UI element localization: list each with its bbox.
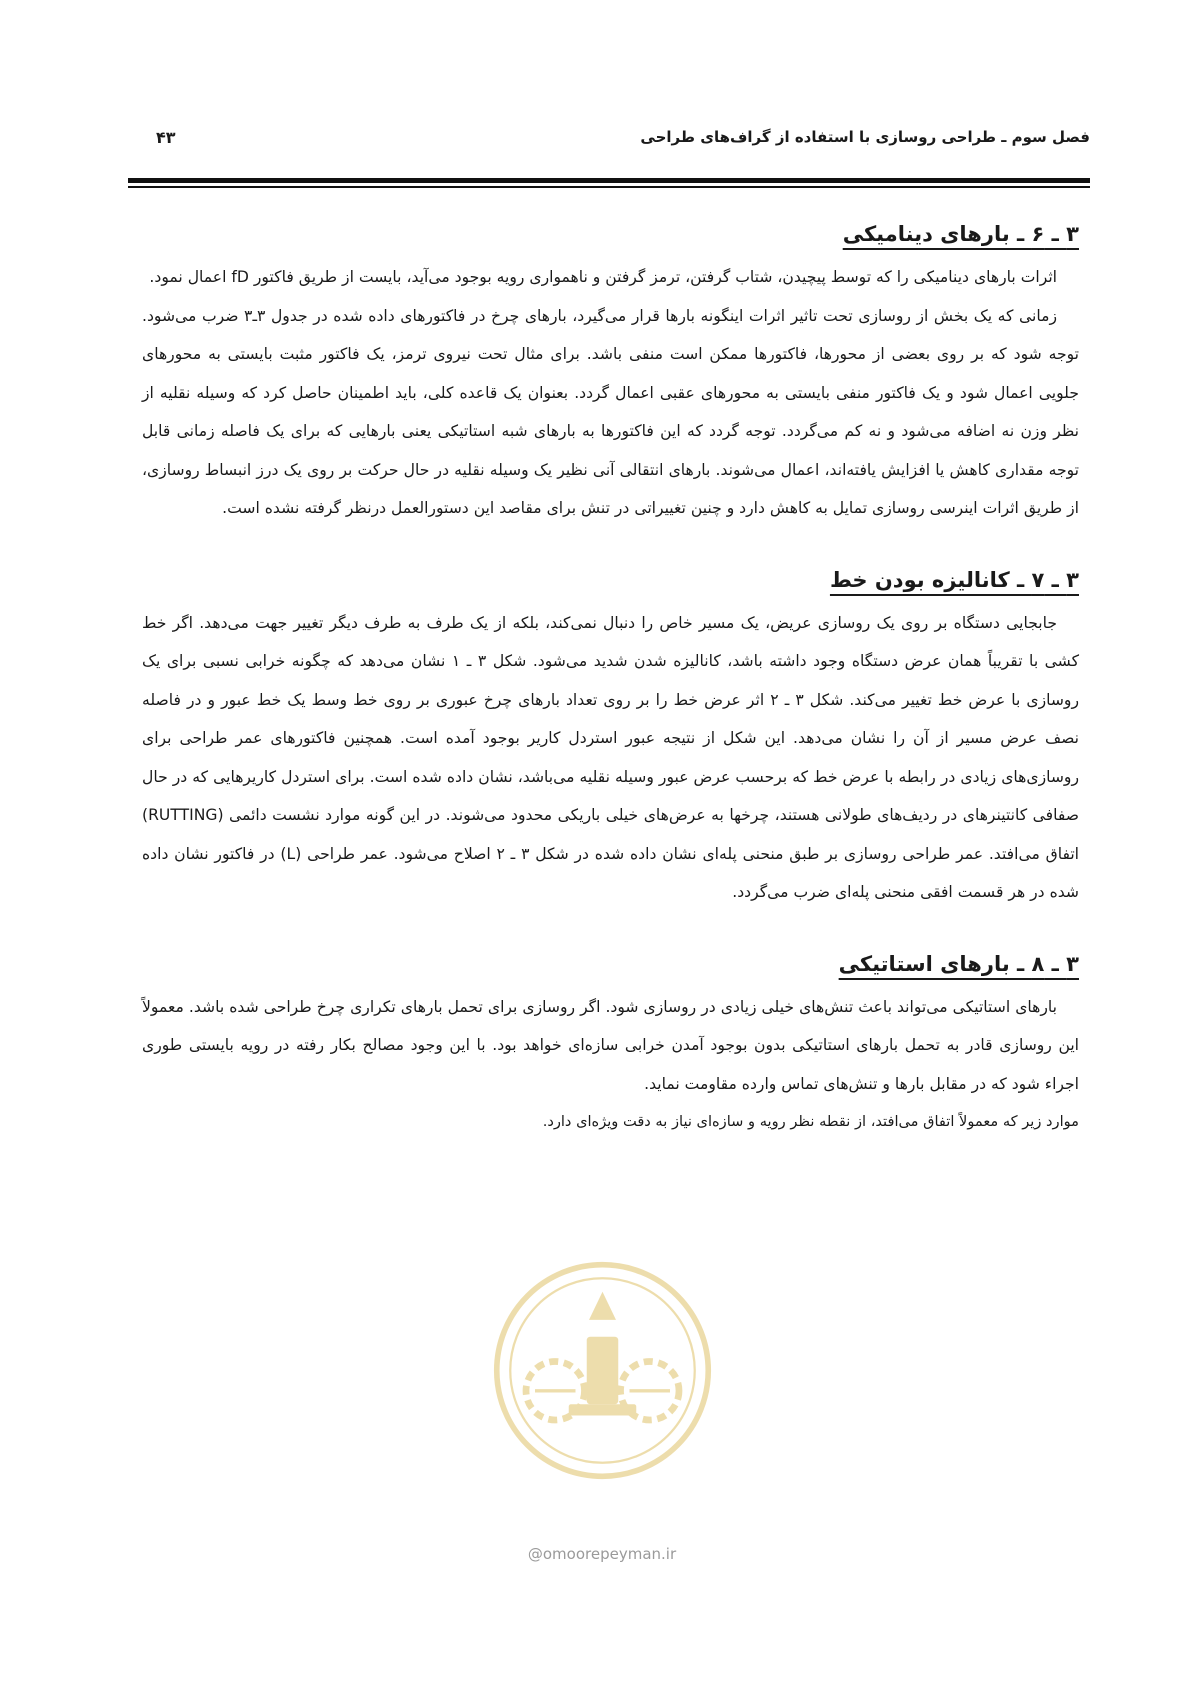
site-url-text: omoorepeyman.ir bbox=[542, 1545, 677, 1563]
section-heading: ۳ ـ ۸ ـ بارهای استاتیکی bbox=[838, 951, 1079, 976]
watermark-seal-icon bbox=[490, 1258, 715, 1483]
at-icon: @ bbox=[527, 1545, 543, 1563]
section-static-loads bbox=[142, 952, 1079, 1142]
section-heading: ۳ ـ ۷ ـ کانالیزه بودن خط bbox=[829, 567, 1079, 592]
section-lane-channelization bbox=[142, 568, 1079, 912]
header-rule-thin bbox=[128, 186, 1090, 188]
running-title: فصل سوم ـ طراحی روسازی با استفاده از گراف‌های طراحی bbox=[640, 128, 1090, 146]
header-rule-thick bbox=[128, 178, 1090, 183]
page-body bbox=[142, 208, 1079, 1141]
watermark-site-url bbox=[492, 1545, 712, 1563]
page-number: ۴۳ bbox=[156, 128, 176, 147]
paragraph: بارهای استاتیکی می‌تواند باعث تنش‌های خیلی زیادی در روسازی شود. اگر روسازی برای تحمل بارهای تکراری چرخ طراحی شده باشد. معمولاً این روسازی قادر به تحمل بارهای استاتیکی بدون بوجود آمدن خرابی سازه‌ای خواهد بود. با این وجود مصالح بکار رفته در رویه بایستی طوری اجراء شود که در مقابل بارها و تنش‌های تماس وارده مقاومت نماید. bbox=[142, 997, 1079, 1093]
paragraph: اثرات بارهای دینامیکی را که توسط پیچیدن، شتاب گرفتن، ترمز گرفتن و ناهمواری رویه بوجود می‌آید، بایست از طریق فاکتور fD اعمال نمود. bbox=[149, 268, 1057, 286]
paragraph: زمانی که یک بخش از روسازی تحت تاثیر اثرات اینگونه بارها قرار می‌گیرد، بارهای چرخ در فاکتورهای داده شده در جدول ۳ـ۳ ضرب می‌شود. توجه شود که بر روی بعضی از محورها، فاکتورها ممکن است منفی باشد. برای مثال تحت نیروی ترمز، یک فاکتور مثبت بایستی به محورهای جلویی اعمال شود و یک فاکتور منفی بایستی به محورهای عقبی اعمال گردد. بعنوان یک قاعده کلی، باید اطمینان حاصل کرد که وسیله نقلیه از نظر وزن نه اضافه می‌شود و نه کم می‌گردد. توجه گردد که این فاکتورها به بارهای شبه استاتیکی یعنی بارهایی که برای یک فاصله زمانی قابل توجه مقداری کاهش یا افزایش یافته‌اند، اعمال می‌شوند. بارهای انتقالی آنی نظیر یک وسیله نقلیه در حال حرکت بر روی یک درز انبساط روسازی، از طریق اثرات اینرسی روسازی تمایل به کاهش دارد و چنین تغییراتی در تنش برای مقاصد این دستورالعمل درنظر گرفته نشده است. bbox=[142, 306, 1079, 517]
paragraph: موارد زیر که معمولاً اتفاق می‌افتد، از نقطه نظر رویه و سازه‌ای نیاز به دقت ویژه‌ای دارد. bbox=[542, 1113, 1079, 1130]
page-header bbox=[128, 128, 1090, 158]
section-heading: ۳ ـ ۶ ـ بارهای دینامیکی bbox=[842, 222, 1079, 246]
section-dynamic-loads bbox=[142, 222, 1079, 528]
paragraph: جابجایی دستگاه بر روی یک روسازی عریض، یک مسیر خاص را دنبال نمی‌کند، بلکه از یک طرف به طرف دیگر تغییر جهت می‌دهد. اگر خط کشی با تقریباً همان عرض دستگاه وجود داشته باشد، کانالیزه شدن شدید می‌شود. شکل ۳ ـ ۱ نشان می‌دهد که چگونه خرابی نسبی برای یک روسازی با عرض خط تغییر می‌کند. شکل ۳ ـ ۲ اثر عرض خط را بر روی تعداد بارهای چرخ عبوری بر روی خط وسط یک خط عبور و در فاصله نصف عرض مسیر از آن را نشان می‌دهد. این شکل از نتیجه عبور استردل کاریر بوجود آمده است. همچنین فاکتورهای عمر طراحی برای روسازی‌های زیادی در رابطه با عرض خط که برحسب عرض عبور وسیله نقلیه می‌باشد، نشان داده شده است. برای استردل کاریرهایی که در حال صفافی کانتینرهای در ردیف‌های طولانی هستند، چرخها به عرض‌های خیلی باریکی محدود می‌شوند. در این گونه موارد نشست دائمی (RUTTING) اتفاق می‌افتد. عمر طراحی روسازی بر طبق منحنی پله‌ای نشان داده شده در شکل ۳ ـ ۲ اصلاح می‌شود. عمر طراحی (L) در فاکتور نشان داده شده در هر قسمت افقی منحنی پله‌ای ضرب می‌گردد. bbox=[142, 613, 1080, 901]
